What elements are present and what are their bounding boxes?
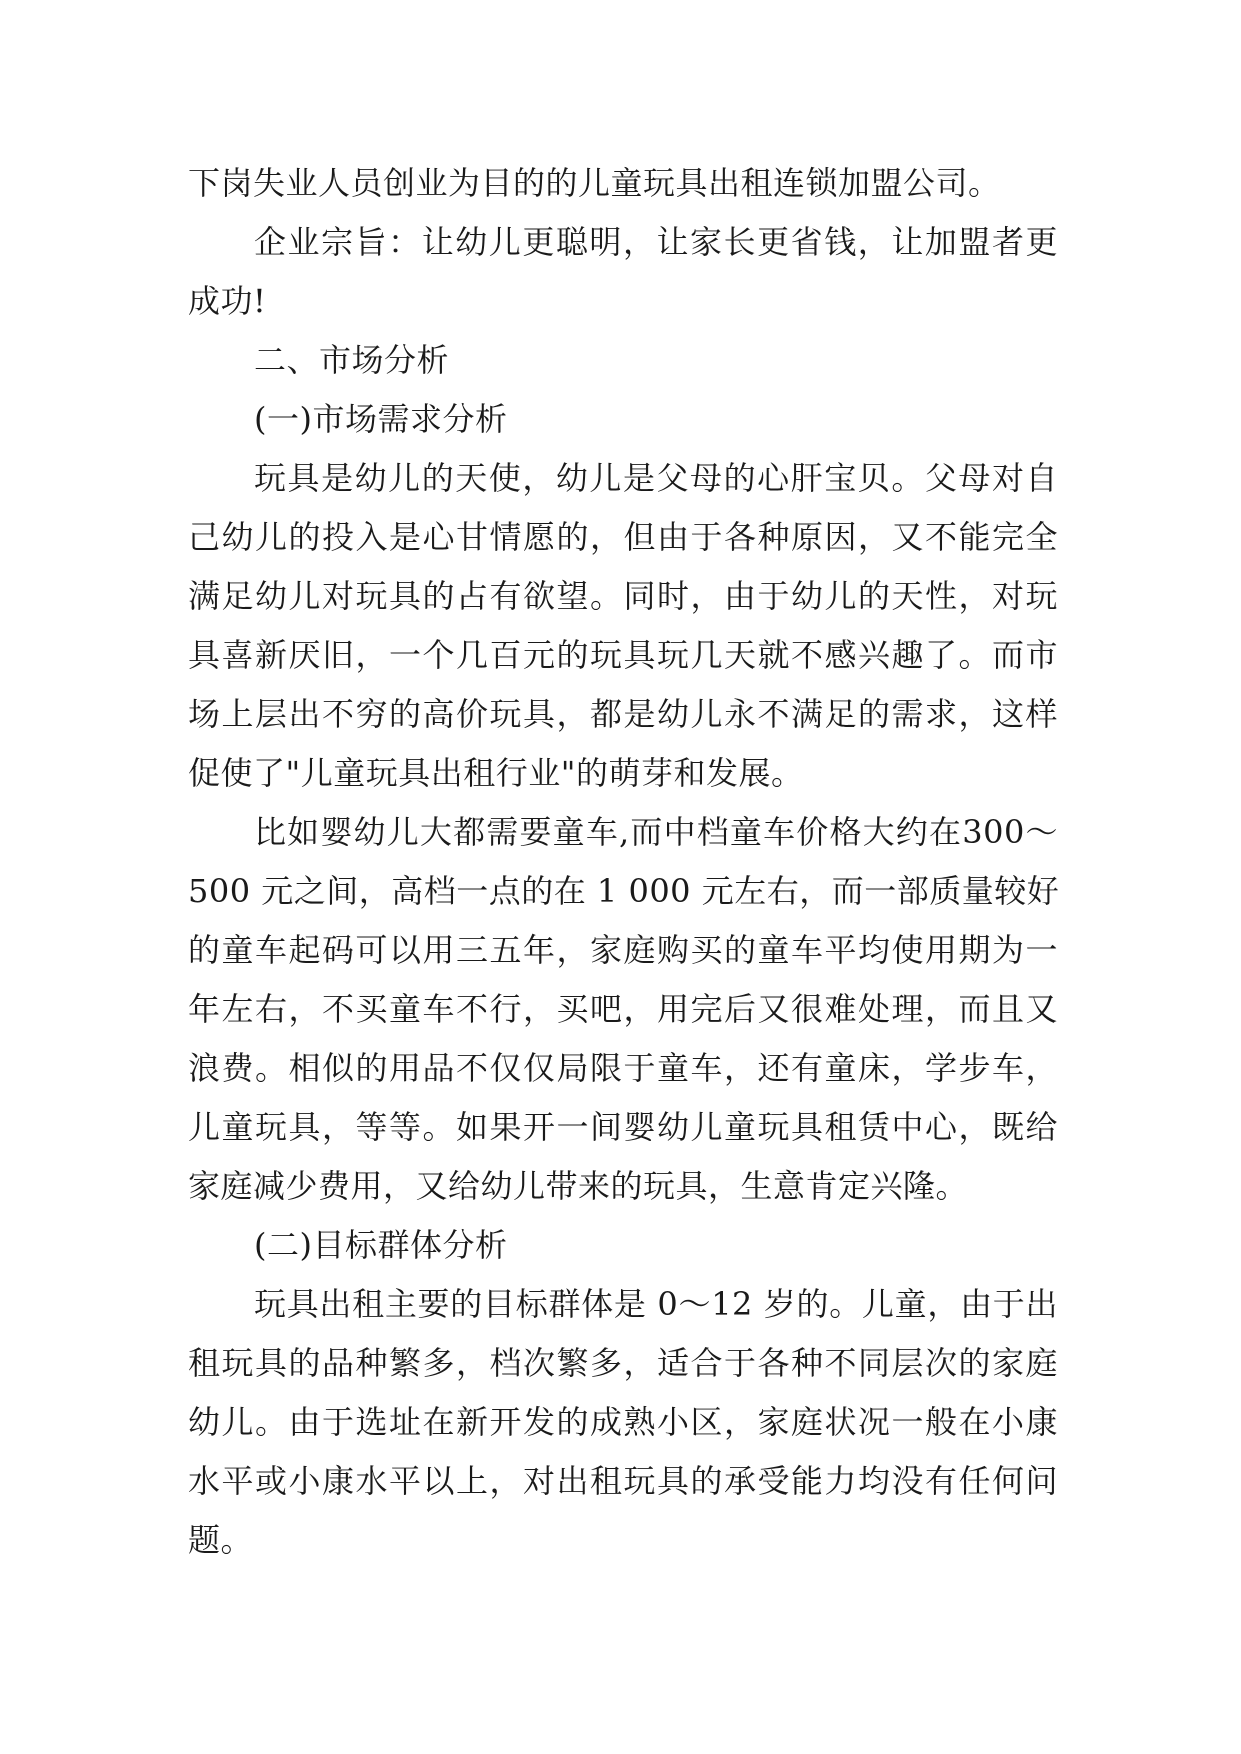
paragraph-line: 成功!	[188, 282, 267, 320]
paragraph-line: 儿童玩具，等等。如果开一间婴幼儿童玩具租赁中心，既给	[188, 1108, 1058, 1146]
paragraph-line: 浪费。相似的用品不仅仅局限于童车，还有童床，学步车，	[188, 1049, 1058, 1087]
paragraph-line: 己幼儿的投入是心甘情愿的，但由于各种原因，又不能完全	[188, 518, 1058, 556]
paragraph-line: 幼儿。由于选址在新开发的成熟小区，家庭状况一般在小康	[188, 1403, 1058, 1441]
paragraph-line: 玩具是幼儿的天使，幼儿是父母的心肝宝贝。父母对自	[254, 459, 1058, 497]
paragraph-line: 的童车起码可以用三五年，家庭购买的童车平均使用期为一	[188, 931, 1058, 969]
paragraph-line: 满足幼儿对玩具的占有欲望。同时，由于幼儿的天性，对玩	[188, 577, 1058, 615]
paragraph-line: 企业宗旨：让幼儿更聪明，让家长更省钱，让加盟者更	[254, 223, 1058, 261]
subsection-heading: (一)市场需求分析	[254, 400, 508, 438]
paragraph-line: 下岗失业人员创业为目的的儿童玩具出租连锁加盟公司。	[188, 164, 1001, 202]
paragraph-line: 题。	[188, 1521, 254, 1559]
paragraph-line: 500 元之间，高档一点的在 1 000 元左右，而一部质量较好	[188, 872, 1060, 910]
paragraph-line: 家庭减少费用，又给幼儿带来的玩具，生意肯定兴隆。	[188, 1167, 969, 1205]
paragraph-line: 促使了"儿童玩具出租行业"的萌芽和发展。	[188, 754, 804, 792]
paragraph-line: 具喜新厌旧，一个几百元的玩具玩几天就不感兴趣了。而市	[188, 636, 1058, 674]
paragraph-line: 比如婴幼儿大都需要童车,而中档童车价格大约在300～	[254, 813, 1058, 851]
document-body	[188, 154, 1058, 1570]
paragraph-line: 水平或小康水平以上，对出租玩具的承受能力均没有任何问	[188, 1462, 1058, 1500]
paragraph-line: 场上层出不穷的高价玩具，都是幼儿永不满足的需求，这样	[188, 695, 1058, 733]
paragraph-line: 玩具出租主要的目标群体是 0～12 岁的。儿童，由于出	[254, 1285, 1058, 1323]
subsection-heading: (二)目标群体分析	[254, 1226, 508, 1264]
paragraph-line: 租玩具的品种繁多，档次繁多，适合于各种不同层次的家庭	[188, 1344, 1058, 1382]
paragraph-line: 年左右，不买童车不行，买吧，用完后又很难处理，而且又	[188, 990, 1058, 1028]
section-heading: 二、市场分析	[254, 341, 450, 379]
